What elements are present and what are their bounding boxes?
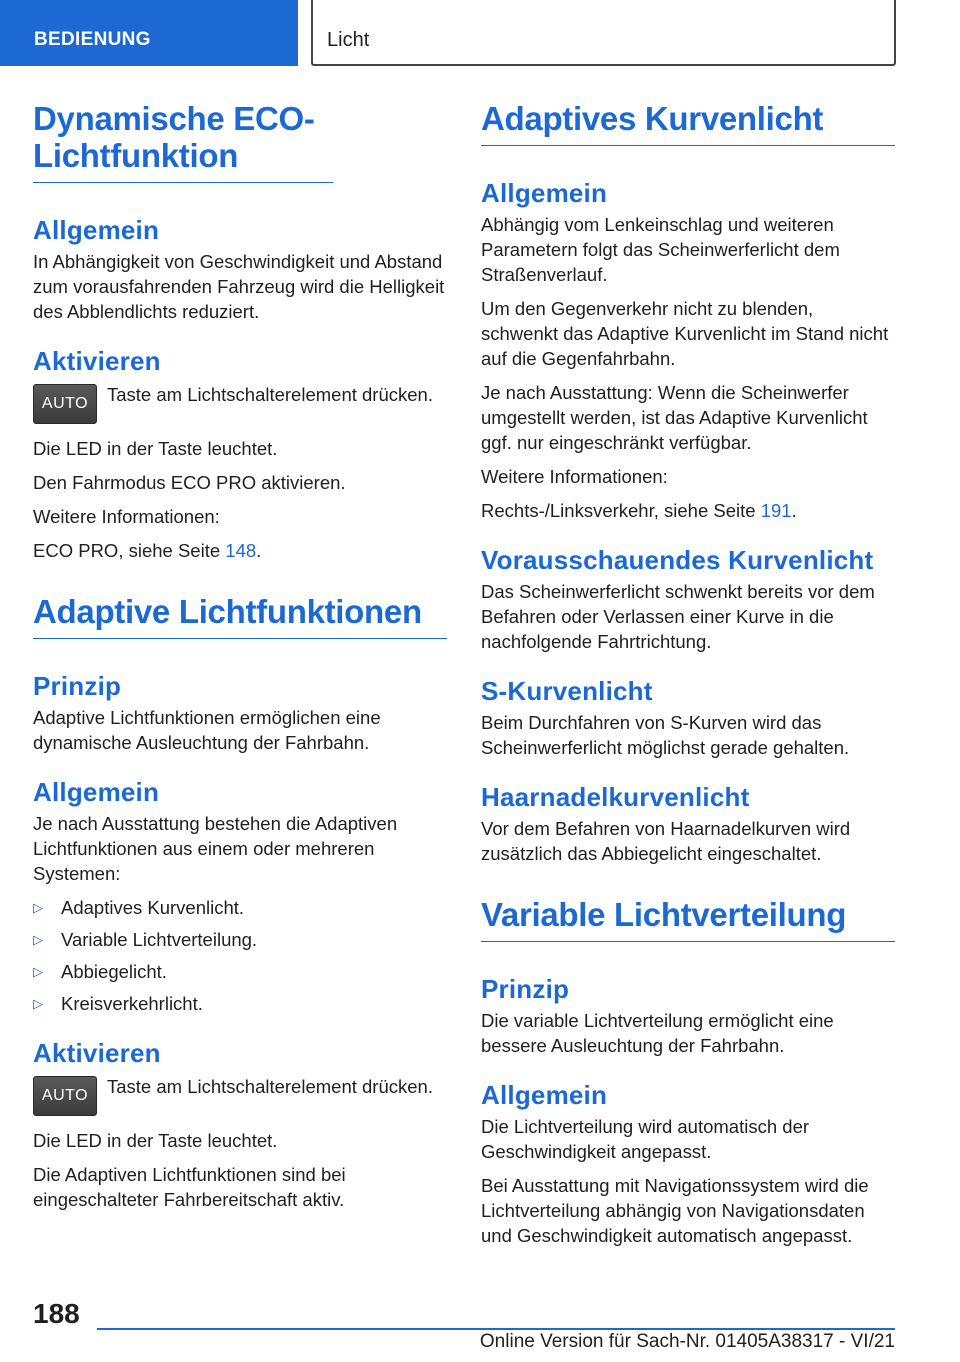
reference-text: ECO PRO, siehe Seite <box>33 540 226 561</box>
section-aktivieren <box>33 1038 447 1212</box>
key-instruction <box>33 1074 447 1116</box>
paragraph: Adaptive Lichtfunktionen ermöglichen eine dynamische Ausleuchtung der Fahrbahn. <box>33 707 381 753</box>
section-eco-aktivieren <box>33 346 447 563</box>
paragraph: Das Scheinwerferlicht schwenkt bereits vor dem Befahren oder Verlassen einer Kurve in die nachfolgende Fahrtrichtung. <box>481 581 875 652</box>
subheading-haarnadelkurvenlicht: Haarnadelkurvenlicht <box>481 782 750 812</box>
section-s-kurvenlicht <box>481 676 895 760</box>
left-column <box>33 100 447 1234</box>
page-reference <box>481 498 895 523</box>
list-item: ▷ Kreisverkehrlicht. <box>33 993 203 1014</box>
section-prinzip <box>33 671 447 755</box>
paragraph: Die LED in der Taste leuchtet. <box>33 1130 278 1151</box>
list-item: ▷ Adaptives Kurvenlicht. <box>33 897 245 918</box>
paragraph: Den Fahrmodus ECO PRO aktivieren. <box>33 472 346 493</box>
section-allgemein <box>33 777 447 1016</box>
subheading-vorausschauendes-kurvenlicht: Vorausschauendes Kurvenlicht <box>481 545 874 575</box>
key-instruction <box>33 382 447 424</box>
subheading-prinzip: Prinzip <box>481 974 570 1004</box>
paragraph: Um den Gegenverkehr nicht zu blenden, schwenkt das Adaptive Kurvenlicht im Stand nicht auf die Gegenfahrbahn. <box>481 298 889 369</box>
auto-key-icon: AUTO <box>33 1076 97 1116</box>
section-allgemein <box>481 178 895 523</box>
chapter-tab: Licht <box>311 0 896 66</box>
paragraph: Weitere Informationen: <box>33 506 220 527</box>
page-header <box>0 0 960 66</box>
paragraph: Die LED in der Taste leuchtet. <box>33 438 278 459</box>
reference-end: . <box>791 500 797 521</box>
page-reference <box>33 538 447 563</box>
paragraph: In Abhängigkeit von Geschwindigkeit und Abstand zum vorausfahrenden Fahrzeug wird die Helligkeit des Abblendlichts reduziert. <box>33 251 445 322</box>
right-column <box>481 100 895 1270</box>
paragraph: Bei Ausstattung mit Navigationssystem wird die Lichtverteilung abhängig von Navigationsdaten und Geschwindigkeit automatisch angepasst. <box>481 1175 869 1246</box>
paragraph: Die Lichtverteilung wird automatisch der Geschwindigkeit angepasst. <box>481 1116 810 1162</box>
heading-eco-lichtfunktion: Dynamische ECO-Lichtfunktion <box>33 100 333 183</box>
section-allgemein-2 <box>481 1080 895 1248</box>
page-number: 188 <box>33 1298 80 1329</box>
paragraph: Weitere Informationen: <box>481 466 668 487</box>
section-prinzip <box>481 974 895 1058</box>
heading-adaptive-lichtfunktionen: Adaptive Lichtfunktionen <box>33 593 447 639</box>
paragraph: Je nach Ausstattung bestehen die Adaptiven Lichtfunktionen aus einem oder mehreren Systemen: <box>33 813 398 884</box>
system-list <box>33 895 447 1016</box>
heading-variable-lichtverteilung: Variable Lichtverteilung <box>481 896 895 942</box>
paragraph: Beim Durchfahren von S-Kurven wird das Scheinwerferlicht möglichst gerade gehalten. <box>481 712 850 758</box>
subheading-aktivieren: Aktivieren <box>33 1038 161 1068</box>
paragraph: Vor dem Befahren von Haarnadelkurven wird zusätzlich das Abbiegelicht eingeschaltet. <box>481 818 851 864</box>
subheading-allgemein: Allgemein <box>33 215 160 245</box>
subheading-allgemein: Allgemein <box>33 777 160 807</box>
section-haarnadelkurvenlicht <box>481 782 895 866</box>
paragraph: Je nach Ausstattung: Wenn die Scheinwerfer umgestellt werden, ist das Adaptive Kurvenlicht ggf. nur eingeschränkt verfügbar. <box>481 382 868 453</box>
paragraph: Die Adaptiven Lichtfunktionen sind bei eingeschalteter Fahrbereitschaft aktiv. <box>33 1164 346 1210</box>
footer-version-text: Online Version für Sach-Nr. 01405A38317 - VI/21 <box>479 1331 895 1352</box>
page-link-148[interactable]: 148 <box>225 540 257 561</box>
subheading-prinzip: Prinzip <box>33 671 122 701</box>
subheading-s-kurvenlicht: S-Kurvenlicht <box>481 676 653 706</box>
reference-text: Rechts-/Linksverkehr, siehe Seite <box>481 500 761 521</box>
heading-adaptives-kurvenlicht: Adaptives Kurvenlicht <box>481 100 895 146</box>
triangle-bullet-icon: ▷ <box>33 996 43 1011</box>
auto-key-icon: AUTO <box>33 384 97 424</box>
section-vorausschauendes <box>481 545 895 654</box>
triangle-bullet-icon: ▷ <box>33 964 43 979</box>
list-item: ▷ Variable Lichtverteilung. <box>33 929 258 950</box>
key-instruction-text: Taste am Lichtschalterelement drücken. <box>107 1076 433 1097</box>
triangle-bullet-icon: ▷ <box>33 932 43 947</box>
section-eco-allgemein <box>33 215 447 324</box>
footer-divider <box>97 1328 895 1330</box>
paragraph: Abhängig vom Lenkeinschlag und weiteren Parametern folgt das Scheinwerferlicht dem Straßenverlauf. <box>481 214 840 285</box>
page-link-191[interactable]: 191 <box>760 500 792 521</box>
triangle-bullet-icon: ▷ <box>33 900 43 915</box>
list-item: ▷ Abbiegelicht. <box>33 961 167 982</box>
reference-end: . <box>256 540 262 561</box>
section-tab: BEDIENUNG <box>0 0 298 66</box>
subheading-aktivieren: Aktivieren <box>33 346 161 376</box>
subheading-allgemein: Allgemein <box>481 1080 608 1110</box>
subheading-allgemein: Allgemein <box>481 178 608 208</box>
paragraph: Die variable Lichtverteilung ermöglicht eine bessere Ausleuchtung der Fahrbahn. <box>481 1010 834 1056</box>
key-instruction-text: Taste am Lichtschalterelement drücken. <box>107 384 433 405</box>
